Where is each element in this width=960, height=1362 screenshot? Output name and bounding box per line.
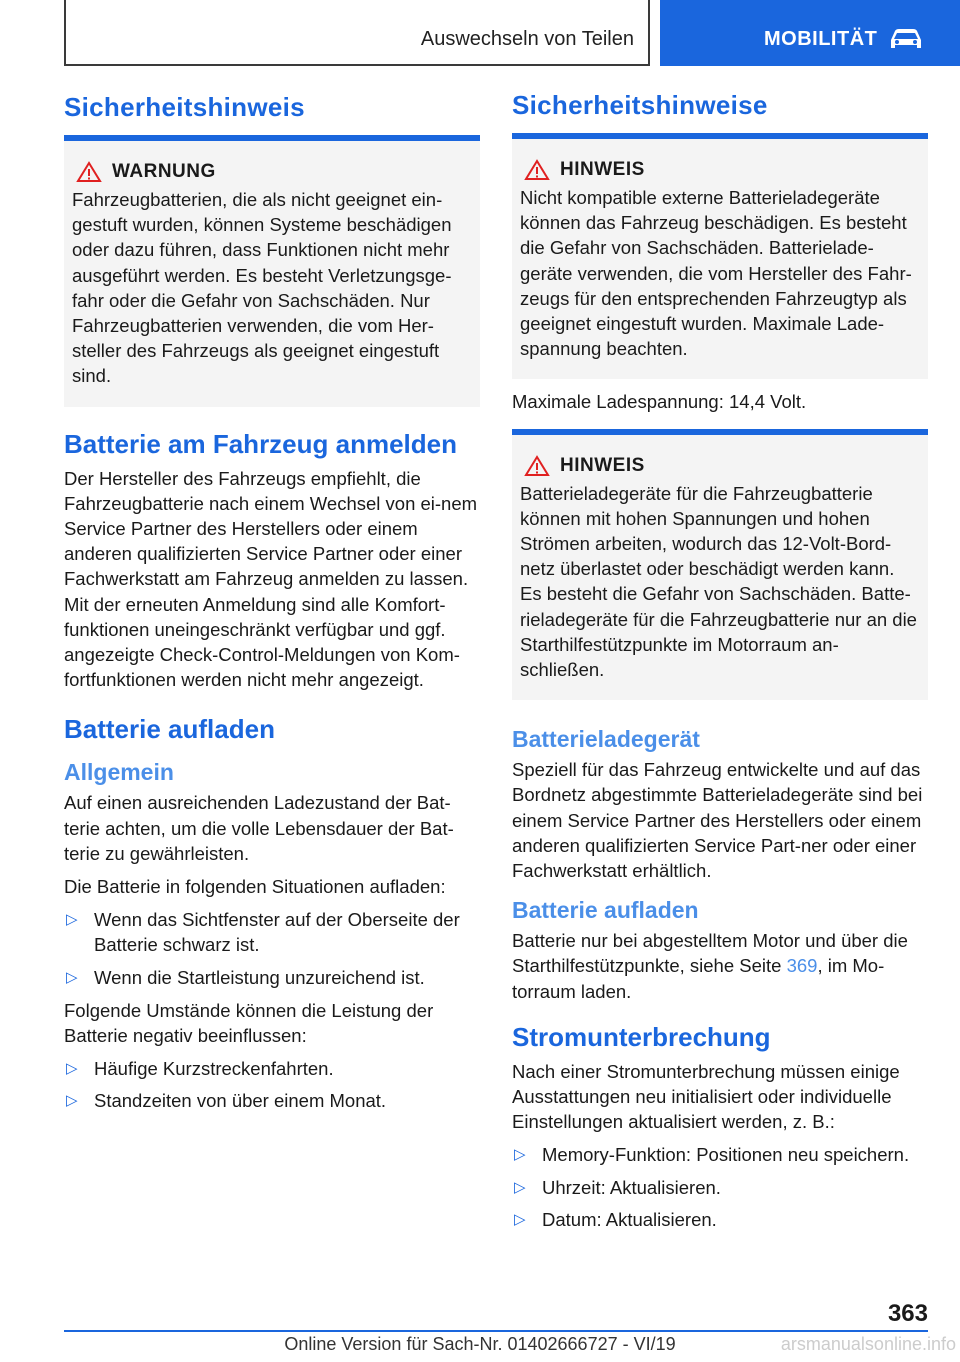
bullet-list: [64, 907, 480, 990]
triangle-bullet-icon: ▷: [514, 1178, 526, 1196]
triangle-bullet-icon: ▷: [66, 1060, 78, 1078]
triangle-bullet-icon: ▷: [66, 968, 78, 986]
section-tab: [660, 0, 960, 66]
list-item-text: Datum: Aktualisieren.: [542, 1208, 717, 1230]
chapter-tab: [64, 0, 650, 66]
list-item: [512, 1142, 928, 1167]
triangle-bullet-icon: ▷: [514, 1210, 526, 1228]
watermark: arsmanualsonline.info: [780, 1334, 956, 1354]
hint-text: Batterieladegeräte für die Fahrzeugbatterie können mit hohen Spannungen und hohen Strömen arbeiten, wodurch das 12-Volt-Bord-netz überlastet oder beschädigt werden kann. Es besteht die Gefahr von Sachschäden. Batte-rieladegeräte für die Fahrzeugbatterie nur an die Starthilfestützpunkte im Motorraum an-schließen.: [520, 482, 917, 681]
paragraph: [512, 928, 928, 1004]
paragraph: Der Hersteller des Fahrzeugs empfiehlt, die Fahrzeugbatterie nach einem Wechsel von ei-nem Service Partner des Herstellers oder einem anderen qualifizierten Service Partner oder einer Fachwerkstatt am Fahrzeug anmelden zu lassen. Mit der erneuten Anmeldung sind alle Komfort-funktionen uneingeschränkt verfügbar und ggf. angezeigte Check-Control-Meldungen von Kom-fortfunktionen werden nicht mehr angezeigt.: [64, 467, 478, 691]
list-item-text: Wenn die Startleistung unzureichend ist.: [94, 966, 425, 988]
footer-text: Online Version für Sach-Nr. 01402666727 - VI/19: [284, 1334, 676, 1354]
list-item-text: Wenn das Sichtfenster auf der Oberseite der Batterie schwarz ist.: [94, 909, 460, 956]
list-item: [512, 1175, 928, 1200]
list-item-text: Standzeiten von über einem Monat.: [94, 1090, 387, 1112]
list-item: [64, 1088, 480, 1113]
warning-box: [64, 135, 480, 407]
page-number: 363: [887, 1300, 928, 1327]
hint-box: [512, 133, 928, 379]
warning-label: WARNUNG: [112, 161, 216, 182]
list-item-text: Häufige Kurzstreckenfahrten.: [94, 1058, 334, 1080]
paragraph: Die Batterie in folgenden Situationen aufladen:: [64, 876, 446, 898]
heading-batterie-aufladen: Batterie aufladen: [64, 714, 275, 745]
paragraph: Maximale Ladespannung: 14,4 Volt.: [512, 391, 807, 413]
chapter-title: Auswechseln von Teilen: [420, 28, 634, 50]
heading-sicherheitshinweise: Sicherheitshinweise: [512, 90, 768, 120]
hint-text: Nicht kompatible externe Batterieladegeräte können das Fahrzeug beschädigen. Es besteht die Gefahr von Sachschäden. Batterielade-geräte verwenden, die vom Hersteller des Fahr-zeugs für den entsprechenden Fahrzeugtyp als geeignet eingestuft wurden. Maximale Lade-spannung beachten.: [520, 187, 912, 360]
subheading-allgemein: Allgemein: [64, 759, 174, 786]
subheading-batterie-aufladen: Batterie aufladen: [512, 897, 699, 924]
paragraph-text: Batterie nur bei abgestelltem Motor und über die Starthilfestützpunkte, siehe Seite: [512, 930, 908, 977]
hint-label: HINWEIS: [560, 454, 645, 476]
bullet-list: [64, 1056, 480, 1113]
hint-label: HINWEIS: [560, 159, 645, 180]
heading-sicherheitshinweis: Sicherheitshinweis: [64, 92, 305, 122]
triangle-bullet-icon: ▷: [514, 1146, 526, 1164]
heading-stromunterbrechung: Stromunterbrechung: [512, 1021, 771, 1052]
list-item-text: Memory-Funktion: Positionen neu speichern.: [542, 1144, 910, 1166]
paragraph-text: , im Mo-torraum laden.: [512, 955, 885, 1002]
list-item: [512, 1207, 928, 1232]
footer-divider: [64, 1330, 928, 1332]
list-item-text: Uhrzeit: Aktualisieren.: [542, 1176, 721, 1198]
section-title: MOBILITÄT: [764, 28, 878, 50]
bullet-list: [512, 1142, 928, 1232]
subheading-batterieladegeraet: Batterieladegerät: [512, 726, 700, 753]
list-item: [64, 1056, 480, 1081]
hint-header: [524, 159, 920, 181]
warning-header: [76, 161, 472, 183]
page-header: [0, 0, 960, 66]
hint-header: [524, 455, 920, 477]
warning-triangle-icon: [524, 159, 550, 181]
list-item: [64, 965, 480, 990]
triangle-bullet-icon: ▷: [66, 911, 78, 929]
left-column: [64, 92, 480, 1122]
car-icon: [888, 26, 924, 52]
warning-triangle-icon: [76, 161, 102, 183]
hint-box: [512, 429, 928, 701]
paragraph: Folgende Umstände können die Leistung der Batterie negativ beeinflussen:: [64, 999, 434, 1047]
paragraph: Nach einer Stromunterbrechung müssen einige Ausstattungen neu initialisiert oder individuelle Einstellungen aktualisiert werden, z. B.:: [512, 1060, 900, 1133]
paragraph: Speziell für das Fahrzeug entwickelte und auf das Bordnetz abgestimmte Batterieladegeräte sind bei einem Service Partner des Herstellers oder einem anderen qualifizierten Service Part-ner oder einer Fachwerkstatt erhältlich.: [512, 759, 923, 882]
paragraph: Auf einen ausreichenden Ladezustand der Bat-terie achten, um die volle Lebensdauer der Bat-terie zu gewährleisten.: [64, 792, 454, 864]
warning-triangle-icon: [524, 455, 550, 477]
warning-text: Fahrzeugbatterien, die als nicht geeignet ein-gestuft wurden, können Systeme beschädigen oder dazu führen, dass Funktionen nicht mehr ausgeführt werden. Es besteht Verletzungsge-fahr oder die Gefahr von Sachschäden. Nur Fahrzeugbatterien verwenden, die vom Her-steller des Fahrzeugs als geeignet eingestuft sind.: [72, 189, 452, 387]
list-item: [64, 907, 480, 957]
heading-batterie-anmelden: Batterie am Fahrzeug anmelden: [64, 428, 457, 459]
right-column: [512, 90, 928, 1240]
triangle-bullet-icon: ▷: [66, 1092, 78, 1110]
page-reference-link[interactable]: 369: [786, 955, 818, 977]
